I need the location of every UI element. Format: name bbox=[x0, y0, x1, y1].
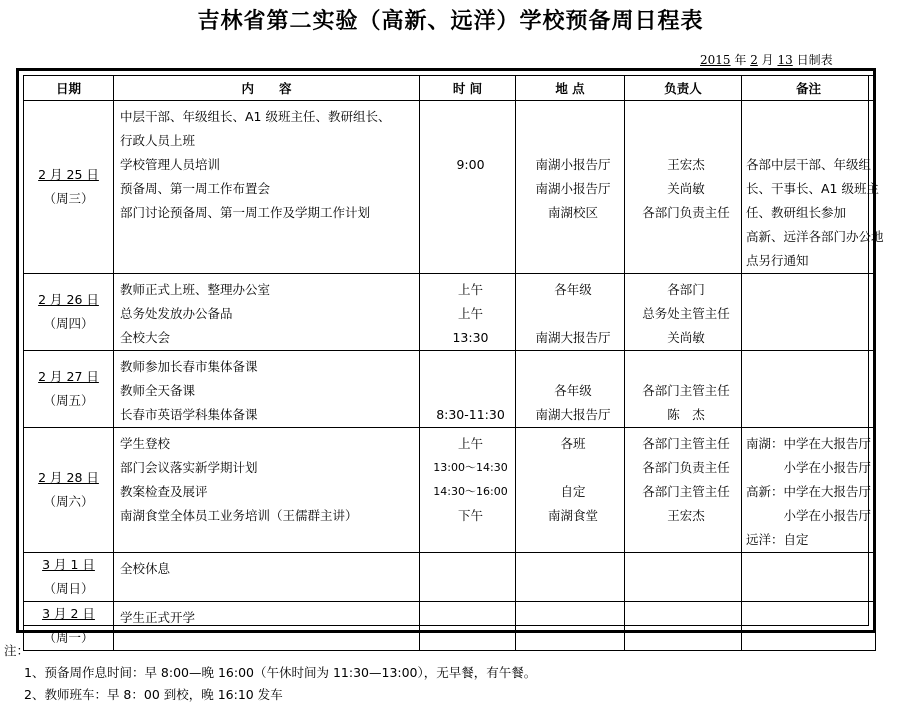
note-cell bbox=[742, 101, 884, 274]
note-line: 小学在小报告厅 bbox=[746, 460, 872, 475]
time-line: 13:30 bbox=[452, 330, 489, 345]
person-line bbox=[631, 606, 741, 630]
date-text: 3 月 1 日 bbox=[42, 557, 95, 572]
note-line bbox=[746, 129, 875, 153]
time-line: 上午 bbox=[457, 306, 483, 321]
content-cell bbox=[114, 101, 420, 274]
place-line: 南湖小报告厅 bbox=[535, 181, 611, 196]
person-line: 陈 杰 bbox=[667, 407, 705, 422]
place-line: 南湖校区 bbox=[547, 205, 598, 220]
place-line bbox=[522, 557, 624, 581]
date-cell bbox=[24, 274, 114, 351]
schedule-body bbox=[24, 101, 884, 651]
person-line: 各部门主管主任 bbox=[642, 484, 730, 499]
footer-label: 注： bbox=[4, 643, 30, 658]
content-line: 全校休息 bbox=[120, 561, 171, 576]
place-line bbox=[522, 355, 624, 379]
made-date bbox=[700, 51, 833, 68]
place-line: 各年级 bbox=[554, 282, 592, 297]
person-line bbox=[631, 355, 741, 379]
schedule-row bbox=[24, 101, 876, 274]
date-cell bbox=[24, 101, 114, 274]
content-cell bbox=[114, 351, 420, 428]
schedule-row bbox=[24, 274, 876, 351]
place-line: 南湖大报告厅 bbox=[535, 407, 611, 422]
weekday-text: （周六） bbox=[43, 494, 94, 509]
weekday-text: （周日） bbox=[43, 581, 94, 596]
time-line: 14:30～16:00 bbox=[433, 485, 508, 498]
time-line bbox=[426, 355, 515, 379]
content-line: 南湖食堂全体员工业务培训（王儒群主讲） bbox=[120, 508, 358, 523]
time-line bbox=[426, 606, 515, 630]
note-line: 高新、远洋各部门办公地 bbox=[746, 229, 884, 244]
date-text: 2 月 25 日 bbox=[38, 167, 99, 182]
note-cell bbox=[742, 553, 876, 602]
column-header: 地 点 bbox=[516, 76, 625, 101]
place-line bbox=[522, 302, 624, 326]
person-line: 王宏杰 bbox=[667, 157, 705, 172]
column-header: 内 容 bbox=[114, 76, 420, 101]
person-cell bbox=[625, 274, 742, 351]
made-month-suffix: 月 bbox=[757, 53, 778, 67]
time-cell bbox=[420, 351, 516, 428]
time-line: 9:00 bbox=[456, 157, 485, 172]
schedule-frame bbox=[16, 68, 884, 645]
date-text: 2 月 27 日 bbox=[38, 369, 99, 384]
column-header: 日期 bbox=[24, 76, 114, 101]
place-line: 各年级 bbox=[554, 383, 592, 398]
date-text: 3 月 2 日 bbox=[42, 606, 95, 621]
content-line: 教师参加长春市集体备课 bbox=[120, 359, 258, 374]
note-line: 点另行通知 bbox=[746, 253, 809, 268]
content-line: 总务处发放办公备品 bbox=[120, 306, 233, 321]
person-line: 各部门负责主任 bbox=[642, 460, 730, 475]
content-line: 学生登校 bbox=[120, 436, 171, 451]
content-line: 学校管理人员培训 bbox=[120, 157, 221, 172]
person-line bbox=[631, 557, 741, 581]
time-line: 上午 bbox=[457, 436, 483, 451]
schedule-row bbox=[24, 351, 876, 428]
header-row bbox=[24, 76, 876, 101]
place-line: 自定 bbox=[560, 484, 586, 499]
time-line bbox=[426, 177, 515, 201]
made-year-suffix: 年 bbox=[730, 53, 751, 67]
content-line: 学生正式开学 bbox=[120, 610, 196, 625]
made-day: 13 bbox=[777, 53, 793, 67]
date-cell bbox=[24, 351, 114, 428]
note-cell bbox=[742, 428, 876, 553]
person-cell bbox=[625, 101, 742, 274]
time-line: 13:00～14:30 bbox=[433, 461, 508, 474]
note-line: 长、干事长、A1 级班主 bbox=[746, 181, 879, 196]
note-line: 任、教研组长参加 bbox=[746, 205, 847, 220]
place-line: 南湖大报告厅 bbox=[535, 330, 611, 345]
footer-note-1: 1、预备周作息时间：早 8:00—晚 16:00（午休时间为 11:30—13:00），无早餐，有午餐。 bbox=[24, 665, 537, 680]
content-line: 部门会议落实新学期计划 bbox=[120, 460, 258, 475]
date-text: 2 月 26 日 bbox=[38, 292, 99, 307]
place-cell bbox=[516, 274, 625, 351]
place-cell bbox=[516, 428, 625, 553]
note-line: 小学在小报告厅 bbox=[746, 508, 872, 523]
place-line: 南湖小报告厅 bbox=[535, 157, 611, 172]
time-line bbox=[426, 129, 515, 153]
note-line bbox=[746, 105, 875, 129]
person-line bbox=[631, 129, 741, 153]
content-line: 全校大会 bbox=[120, 330, 171, 345]
person-line: 各部门主管主任 bbox=[642, 436, 730, 451]
date-text: 2 月 28 日 bbox=[38, 470, 99, 485]
column-header: 备注 bbox=[742, 76, 876, 101]
content-line: 教案检查及展评 bbox=[120, 484, 208, 499]
column-header: 负责人 bbox=[625, 76, 742, 101]
place-line bbox=[522, 129, 624, 153]
person-line: 各部门负责主任 bbox=[642, 205, 730, 220]
place-line: 南湖食堂 bbox=[547, 508, 598, 523]
footer-note-2: 2、教师班车：早 8：00 到校，晚 16:10 发车 bbox=[24, 687, 283, 702]
person-line: 总务处主管主任 bbox=[642, 306, 730, 321]
person-cell bbox=[625, 602, 742, 651]
place-cell bbox=[516, 351, 625, 428]
schedule-table bbox=[23, 75, 884, 651]
place-line: 各班 bbox=[560, 436, 586, 451]
weekday-text: （周三） bbox=[43, 191, 94, 206]
note-line: 高新：中学在大报告厅 bbox=[746, 484, 872, 499]
place-cell bbox=[516, 101, 625, 274]
person-line: 各部门 bbox=[667, 282, 705, 297]
note-line: 南湖：中学在大报告厅 bbox=[746, 436, 872, 451]
content-cell bbox=[114, 274, 420, 351]
made-month: 2 bbox=[750, 53, 758, 67]
person-line: 各部门主管主任 bbox=[642, 383, 730, 398]
column-header: 时 间 bbox=[420, 76, 516, 101]
content-cell bbox=[114, 428, 420, 553]
made-year: 2015 bbox=[700, 53, 731, 67]
content-line: 预备周、第一周工作布置会 bbox=[120, 181, 271, 196]
note-cell bbox=[742, 602, 876, 651]
schedule-row bbox=[24, 553, 876, 602]
made-day-suffix: 日制表 bbox=[792, 53, 833, 67]
time-cell bbox=[420, 274, 516, 351]
time-line: 上午 bbox=[457, 282, 483, 297]
content-line: 部门讨论预备周、第一周工作及学期工作计划 bbox=[120, 205, 371, 220]
time-cell bbox=[420, 428, 516, 553]
page-title: 吉林省第二实验（高新、远洋）学校预备周日程表 bbox=[197, 9, 704, 34]
note-line: 各部中层干部、年级组 bbox=[746, 157, 872, 172]
footer-notes bbox=[4, 640, 536, 706]
content-cell bbox=[114, 553, 420, 602]
time-cell bbox=[420, 101, 516, 274]
person-cell bbox=[625, 351, 742, 428]
content-line: 行政人员上班 bbox=[120, 133, 196, 148]
person-line bbox=[631, 105, 741, 129]
schedule-frame-inner bbox=[23, 75, 884, 645]
note-line: 远洋：自定 bbox=[746, 532, 809, 547]
time-line bbox=[426, 201, 515, 225]
person-line: 关尚敏 bbox=[667, 181, 705, 196]
person-cell bbox=[625, 553, 742, 602]
content-line: 长春市英语学科集体备课 bbox=[120, 407, 258, 422]
content-line: 教师全天备课 bbox=[120, 383, 196, 398]
person-cell bbox=[625, 428, 742, 553]
weekday-text: （周一） bbox=[43, 630, 94, 645]
schedule-row bbox=[24, 428, 876, 553]
time-line bbox=[426, 557, 515, 581]
place-line bbox=[522, 606, 624, 630]
person-line: 关尚敏 bbox=[667, 330, 705, 345]
content-line: 中层干部、年级组长、A1 级班主任、教研组长、 bbox=[120, 109, 391, 124]
person-line: 王宏杰 bbox=[667, 508, 705, 523]
content-line: 教师正式上班、整理办公室 bbox=[120, 282, 271, 297]
place-line bbox=[522, 105, 624, 129]
place-line bbox=[522, 456, 624, 480]
time-line: 下午 bbox=[457, 508, 483, 523]
place-cell bbox=[516, 553, 625, 602]
time-cell bbox=[420, 553, 516, 602]
date-cell bbox=[24, 553, 114, 602]
time-line bbox=[426, 105, 515, 129]
note-cell bbox=[742, 274, 876, 351]
time-line bbox=[426, 379, 515, 403]
note-cell bbox=[742, 351, 876, 428]
weekday-text: （周五） bbox=[43, 393, 94, 408]
date-cell bbox=[24, 428, 114, 553]
weekday-text: （周四） bbox=[43, 316, 94, 331]
time-line: 8:30-11:30 bbox=[436, 407, 505, 422]
